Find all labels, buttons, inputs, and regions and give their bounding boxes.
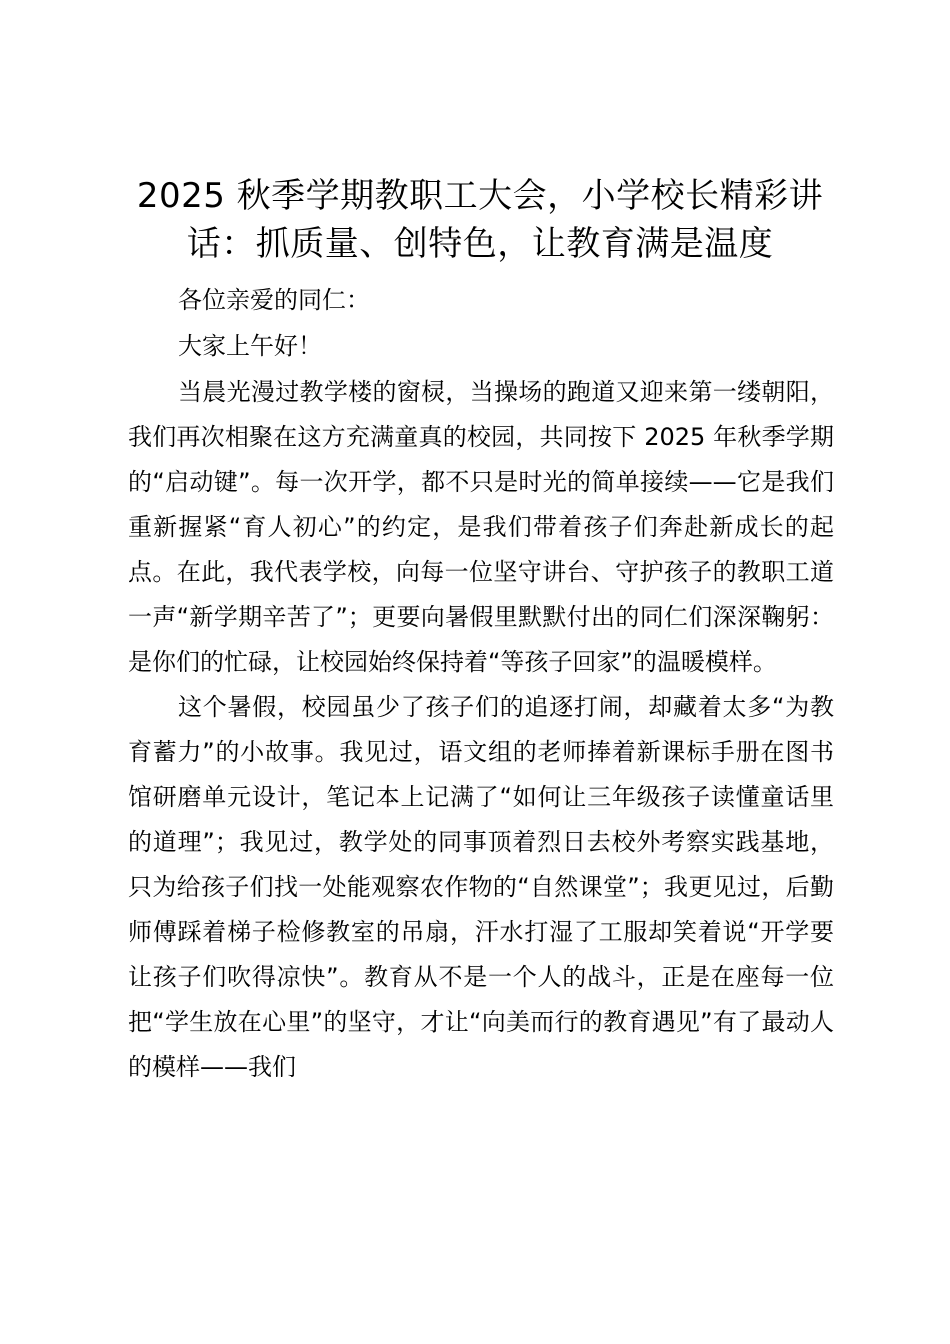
salutation-line: 大家上午好！ xyxy=(178,332,322,360)
document-title: 2025 秋季学期教职工大会，小学校长精彩讲话：抓质量、创特色，让教育满是温度 xyxy=(136,176,824,264)
body-paragraph: 这个暑假，校园虽少了孩子们的追逐打闹，却藏着太多“为教育蓄力”的小故事。我见过，语文组的老师捧着新课标手册在图书馆研磨单元设计，笔记本上记满了“如何让三年级孩子读懂童话里的道理”；我见过，教学处的同事顶着烈日去校外考察实践基地，只为给孩子们找一处能观察农作物的“自然课堂”；我更见过，后勤师傅踩着梯子检修教室的吊扇，汗水打湿了工服却笑着说“开学要让孩子们吹得凉快”。教育从不是一个人的战斗，正是在座每一位把“学生放在心里”的坚守，才让“向美而行的教育遇见”有了最动人的模样——我们 xyxy=(128,693,834,1081)
body-paragraph: 当晨光漫过教学楼的窗棂，当操场的跑道又迎来第一缕朝阳，我们再次相聚在这方充满童真的校园，共同按下 2025 年秋季学期的“启动键”。每一次开学，都不只是时光的简单接续——它是我们重新握紧“育人初心”的约定，是我们带着孩子们奔赴新成长的起点。在此，我代表学校，向每一位坚守讲台、守护孩子的教职工道一声“新学期辛苦了”；更要向暑假里默默付出的同仁们深深鞠躬：是你们的忙碌，让校园始终保持着“等孩子回家”的温暖模样。 xyxy=(128,378,834,676)
document-body xyxy=(128,278,834,1090)
greeting-line: 各位亲爱的同仁： xyxy=(178,286,370,314)
